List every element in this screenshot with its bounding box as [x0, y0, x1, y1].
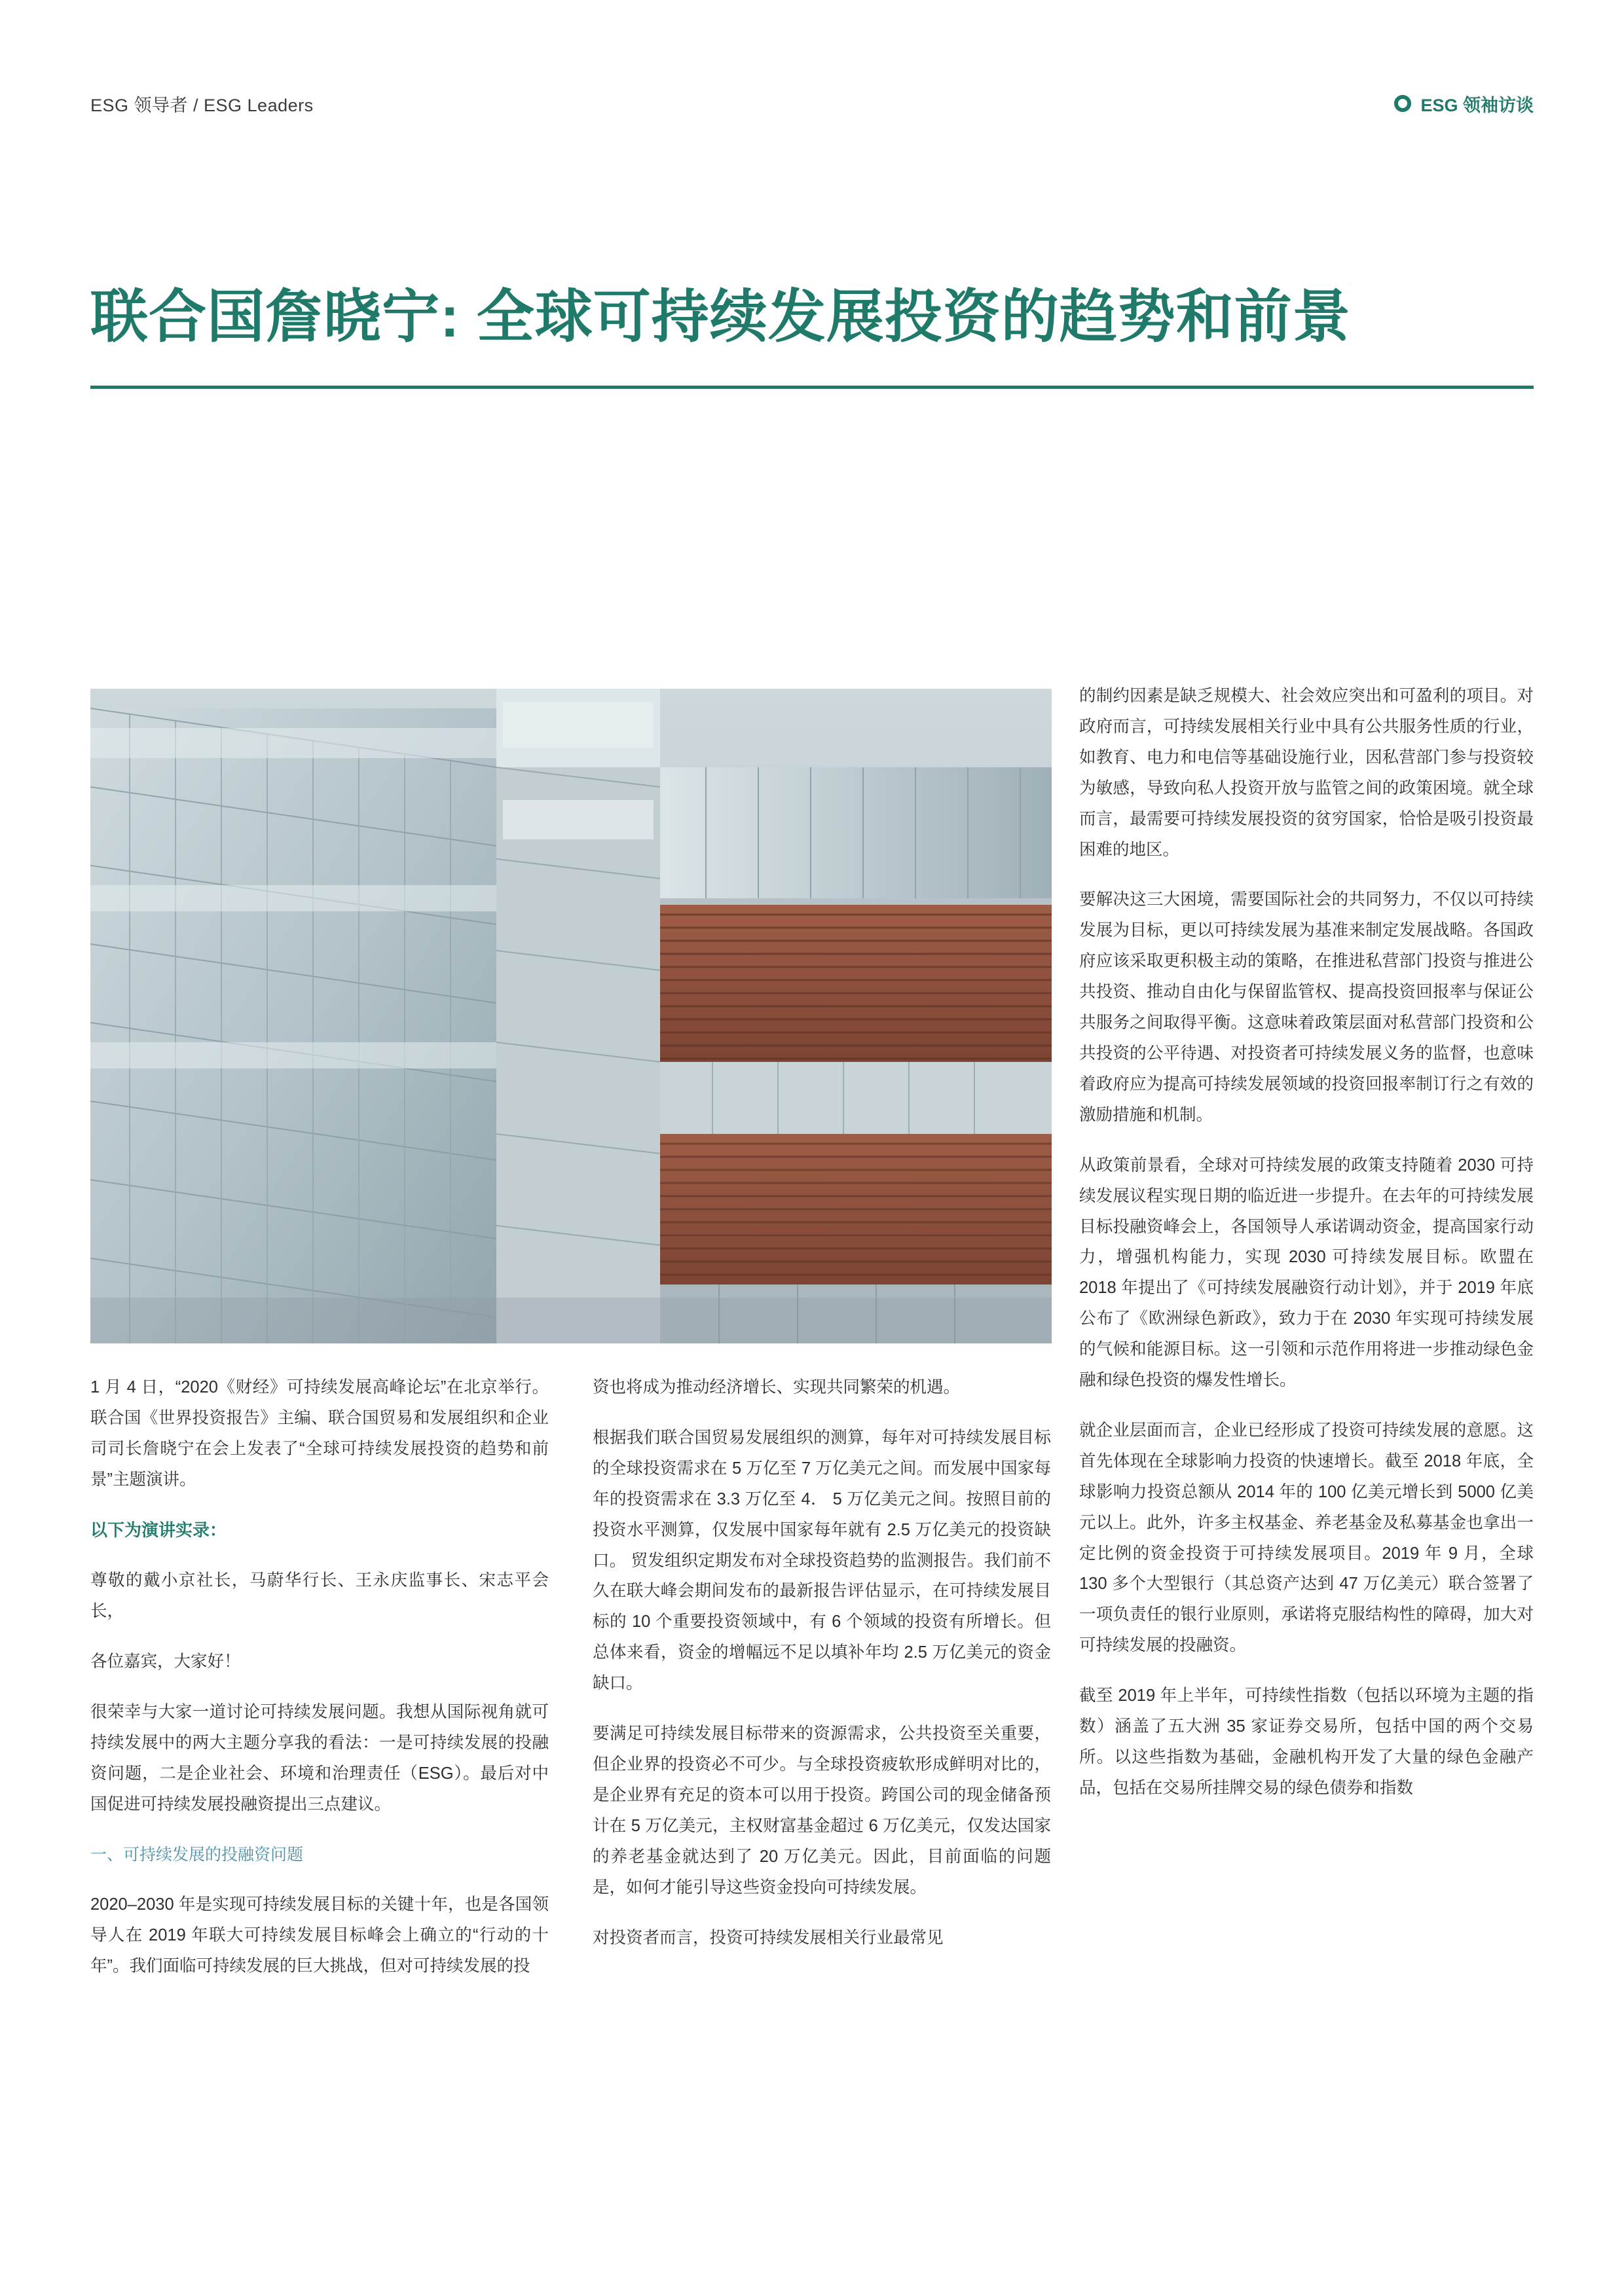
paragraph: 2020–2030 年是实现可持续发展目标的关键十年，也是各国领导人在 2019 年联大可持续发展目标峰会上确立的“行动的十年”。我们面临可持续发展的巨大挑战，但对可持续发展的投 — [90, 1895, 549, 1975]
paragraph: 截至 2019 年上半年，可持续性指数（包括以环境为主题的指数）涵盖了五大洲 35 家证券交易所，包括中国的两个交易所。以这些指数为基础，金融机构开发了大量的绿色金融产品，包括在交易所挂牌交易的绿色债券和指数 — [1079, 1686, 1534, 1797]
column1-subhead: 以下为演讲实录： — [90, 1520, 227, 1540]
body-column-3 — [1079, 681, 1534, 1823]
paragraph: 根据我们联合国贸易发展组织的测算，每年对可持续发展目标的全球投资需求在 5 万亿至 7 万亿美元之间。而发展中国家每年的投资需求在 3.3 万亿至 4． 5 万亿美元之间。按照目前的投资水平测算，仅发展中国家每年就有 2.5 万亿美元的投资缺口。 贸发组织定期发布对全球投资趋势的监测报告。我们前不久在联大峰会期间发布的最新报告评估显示，在可持续发展目标的 10 个重要投资领域中，有 6 个领域的投资有所增长。但总体来看，资金的增幅远不足以填补年均 2.5 万亿美元的资金缺口。 — [593, 1428, 1051, 1693]
paragraph: 的制约因素是缺乏规模大、社会效应突出和可盈利的项目。对政府而言，可持续发展相关行业中具有公共服务性质的行业，如教育、电力和电信等基础设施行业，因私营部门参与投资较为敏感，导致向私人投资开放与监管之间的政策困境。就全球而言，最需要可持续发展投资的贫穷国家，恰恰是吸引投资最困难的地区。 — [1079, 687, 1534, 859]
page-title: 联合国詹晓宁: 全球可持续发展投资的趋势和前景 — [90, 284, 1351, 349]
building-illustration — [90, 689, 1052, 1343]
article-photo — [90, 689, 1052, 1343]
paragraph: 1 月 4 日，“2020《财经》可持续发展高峰论坛”在北京举行。联合国《世界投资报告》主编、联合国贸易和发展组织和企业司司长詹晓宁在会上发表了“全球可持续发展投资的趋势和前景”主题演讲。 — [90, 1378, 549, 1489]
header-brand-label: ESG 领袖访谈 — [1420, 95, 1534, 115]
page-header — [90, 90, 1534, 117]
paragraph: 尊敬的戴小京社长，马蔚华行长、王永庆监事长、宋志平会长， — [90, 1571, 549, 1621]
title-divider — [90, 386, 1534, 389]
paragraph: 各位嘉宾，大家好！ — [90, 1652, 241, 1671]
paragraph: 资也将成为推动经济增长、实现共同繁荣的机遇。 — [593, 1378, 961, 1396]
header-section-label: ESG 领导者 / ESG Leaders — [90, 95, 314, 115]
paragraph: 很荣幸与大家一道讨论可持续发展问题。我想从国际视角就可持续发展中的两大主题分享我的看法：一是可持续发展的投融资问题，二是企业社会、环境和治理责任（ESG）。最后对中国促进可持续发展投融资提出三点建议。 — [90, 1703, 549, 1813]
column1-section-label: 一、可持续发展的投融资问题 — [90, 1845, 304, 1864]
header-brand — [1394, 91, 1534, 117]
circle-dot-icon — [1394, 95, 1411, 112]
paragraph: 要解决这三大困境，需要国际社会的共同努力，不仅以可持续发展为目标，更以可持续发展为基准来制定发展战略。各国政府应该采取更积极主动的策略，在推进私营部门投资与推进公共投资、推动自由化与保留监管权、提高投资回报率与保证公共服务之间取得平衡。这意味着政策层面对私营部门投资和公共投资的公平待遇、对投资者可持续发展义务的监督，也意味着政府应为提高可持续发展领域的投资回报率制订行之有效的激励措施和机制。 — [1079, 890, 1534, 1124]
paragraph: 要满足可持续发展目标带来的资源需求，公共投资至关重要，但企业界的投资必不可少。与全球投资疲软形成鲜明对比的，是企业界有充足的资本可以用于投资。跨国公司的现金储备预计在 5 万亿美元，主权财富基金超过 6 万亿美元，仅发达国家的养老基金就达到了 20 万亿美元。因此，目前面临的问题是，如何才能引导这些资金投向可持续发展。 — [593, 1724, 1051, 1897]
body-column-1 — [90, 1372, 549, 2001]
paragraph: 从政策前景看，全球对可持续发展的政策支持随着 2030 可持续发展议程实现日期的临近进一步提升。在去年的可持续发展目标投融资峰会上，各国领导人承诺调动资金，提高国家行动力，增强机构能力，实现 2030 可持续发展目标。欧盟在 2018 年提出了《可持续发展融资行动计划》，并于 2019 年底公布了《欧洲绿色新政》，致力于在 2030 年实现可持续发展的气候和能源目标。这一引领和示范作用将进一步推动绿色金融和绿色投资的爆发性增长。 — [1079, 1156, 1534, 1390]
body-column-2 — [593, 1372, 1051, 1973]
title-block — [90, 282, 1534, 389]
paragraph: 就企业层面而言，企业已经形成了投资可持续发展的意愿。这首先体现在全球影响力投资的快速增长。截至 2018 年底，全球影响力投资总额从 2014 年的 100 亿美元增长到 5000 亿美元以上。此外，许多主权基金、养老基金及私募基金也拿出一定比例的资金投资于可持续发展项目。2019 年 9 月，全球 130 多个大型银行（其总资产达到 47 万亿美元）联合签署了一项负责任的银行业原则，承诺将克服结构性的障碍，加大对可持续发展的投融资。 — [1079, 1421, 1534, 1655]
paragraph: 对投资者而言，投资可持续发展相关行业最常见 — [593, 1928, 944, 1947]
